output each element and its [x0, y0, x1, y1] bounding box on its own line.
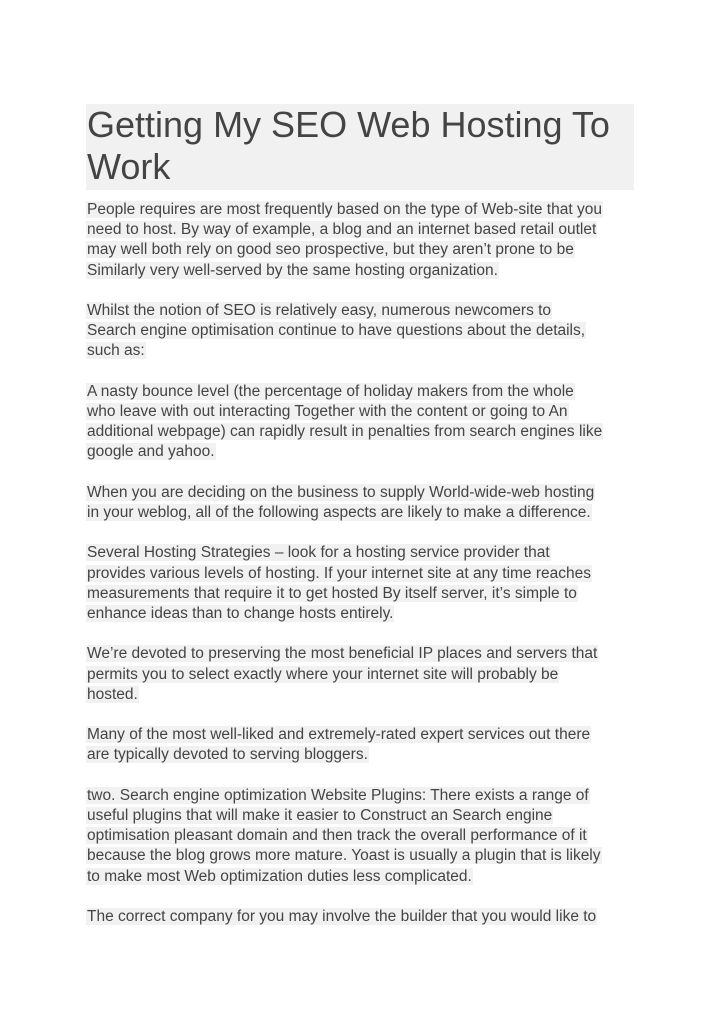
text-line: to make most Web optimization duties less complicated.: [87, 867, 472, 885]
text-line: because the blog grows more mature. Yoast is usually a plugin that is likely: [87, 847, 601, 865]
text-line: We’re devoted to preserving the most beneficial IP places and servers that: [87, 645, 598, 663]
paragraph-4: [86, 483, 646, 523]
paragraph-6: [86, 644, 646, 705]
paragraph-8: [86, 786, 646, 887]
paragraph-9: [86, 907, 646, 927]
text-line: in your weblog, all of the following aspects are likely to make a difference.: [87, 504, 591, 521]
text-line: may well both rely on good seo prospective, but they aren’t prone to be: [87, 241, 574, 259]
page-title: [86, 104, 634, 190]
text-line: People requires are most frequently based on the type of Web-site that you: [87, 201, 602, 218]
text-line: useful plugins that will make it easier to Construct an Search engine: [87, 806, 553, 824]
text-line: measurements that require it to get hosted By itself server, it’s simple to: [87, 584, 577, 602]
paragraph-5: [86, 543, 646, 624]
text-line: enhance ideas than to change hosts entirely.: [87, 605, 394, 622]
text-line: provides various levels of hosting. If your internet site at any time reaches: [87, 564, 591, 582]
text-line: Similarly very well-served by the same hosting organization.: [87, 261, 498, 279]
text-line: Search engine optimisation continue to have questions about the details,: [87, 322, 586, 340]
text-line: The correct company for you may involve the builder that you would like to: [87, 907, 597, 925]
title-line: Getting My SEO Web Hosting To: [87, 104, 610, 145]
text-line: When you are deciding on the business to supply World-wide-web hosting: [87, 483, 595, 501]
text-line: Whilst the notion of SEO is relatively easy, numerous newcomers to: [87, 302, 552, 319]
text-line: A nasty bounce level (the percentage of holiday makers from the whole: [87, 382, 574, 400]
text-line: additional webpage) can rapidly result in penalties from search engines like: [87, 423, 603, 441]
text-line: hosted.: [87, 685, 138, 703]
paragraph-1: [86, 200, 646, 281]
text-line: are typically devoted to serving bloggers.: [87, 746, 368, 764]
text-line: Several Hosting Strategies – look for a hosting service provider that: [87, 544, 550, 562]
paragraph-3: [86, 382, 646, 463]
text-line: permits you to select exactly where your internet site will probably be: [87, 665, 559, 683]
article-body: [86, 200, 646, 947]
title-line: Work: [87, 146, 171, 187]
text-line: Many of the most well-liked and extremely-rated expert services out there: [87, 726, 591, 744]
text-line: who leave with out interacting Together with the content or going to An: [87, 403, 568, 420]
paragraph-7: [86, 725, 646, 765]
text-line: google and yahoo.: [87, 443, 215, 461]
text-line: such as:: [87, 342, 145, 360]
paragraph-2: [86, 301, 646, 362]
text-line: optimisation pleasant domain and then track the overall performance of it: [87, 827, 587, 845]
text-line: two. Search engine optimization Website Plugins: There exists a range of: [87, 786, 589, 804]
text-line: need to host. By way of example, a blog and an internet based retail outlet: [87, 221, 597, 239]
